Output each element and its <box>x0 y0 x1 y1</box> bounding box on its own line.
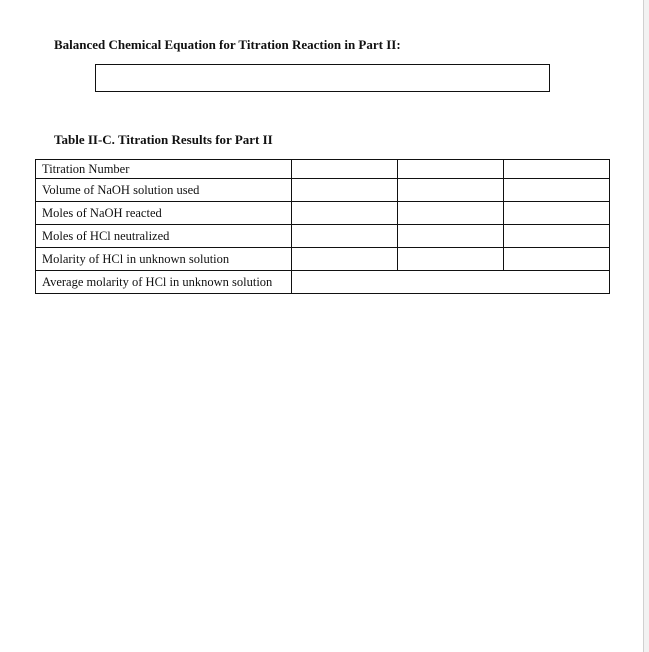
table-cell[interactable] <box>504 202 610 225</box>
table-cell[interactable] <box>398 225 504 248</box>
table-row-titration-number <box>36 160 610 179</box>
table-cell[interactable] <box>504 248 610 271</box>
table-cell[interactable] <box>292 179 398 202</box>
table-cell[interactable] <box>398 248 504 271</box>
table-cell[interactable] <box>292 202 398 225</box>
row-label: Titration Number <box>36 160 292 179</box>
table-cell[interactable] <box>398 202 504 225</box>
page-edge <box>643 0 649 652</box>
row-label: Moles of NaOH reacted <box>36 202 292 225</box>
table-cell[interactable] <box>504 160 610 179</box>
table-row-volume-naoh <box>36 179 610 202</box>
row-label: Volume of NaOH solution used <box>36 179 292 202</box>
table-cell[interactable] <box>292 248 398 271</box>
table-row-average-molarity <box>36 271 610 294</box>
table-cell[interactable] <box>504 225 610 248</box>
equation-answer-box[interactable] <box>95 64 550 92</box>
table-cell[interactable] <box>504 179 610 202</box>
table-cell[interactable] <box>292 160 398 179</box>
table-cell[interactable] <box>398 179 504 202</box>
table-row-moles-naoh <box>36 202 610 225</box>
table-row-molarity-hcl <box>36 248 610 271</box>
table-cell[interactable] <box>292 225 398 248</box>
row-label: Average molarity of HCl in unknown solution <box>36 271 292 294</box>
row-label: Molarity of HCl in unknown solution <box>36 248 292 271</box>
average-value-cell[interactable] <box>292 271 610 294</box>
titration-results-table <box>35 159 610 294</box>
table-cell[interactable] <box>398 160 504 179</box>
table-row-moles-hcl <box>36 225 610 248</box>
row-label: Moles of HCl neutralized <box>36 225 292 248</box>
equation-heading: Balanced Chemical Equation for Titration Reaction in Part II: <box>54 37 401 52</box>
table-heading: Table II-C. Titration Results for Part II <box>54 132 273 147</box>
